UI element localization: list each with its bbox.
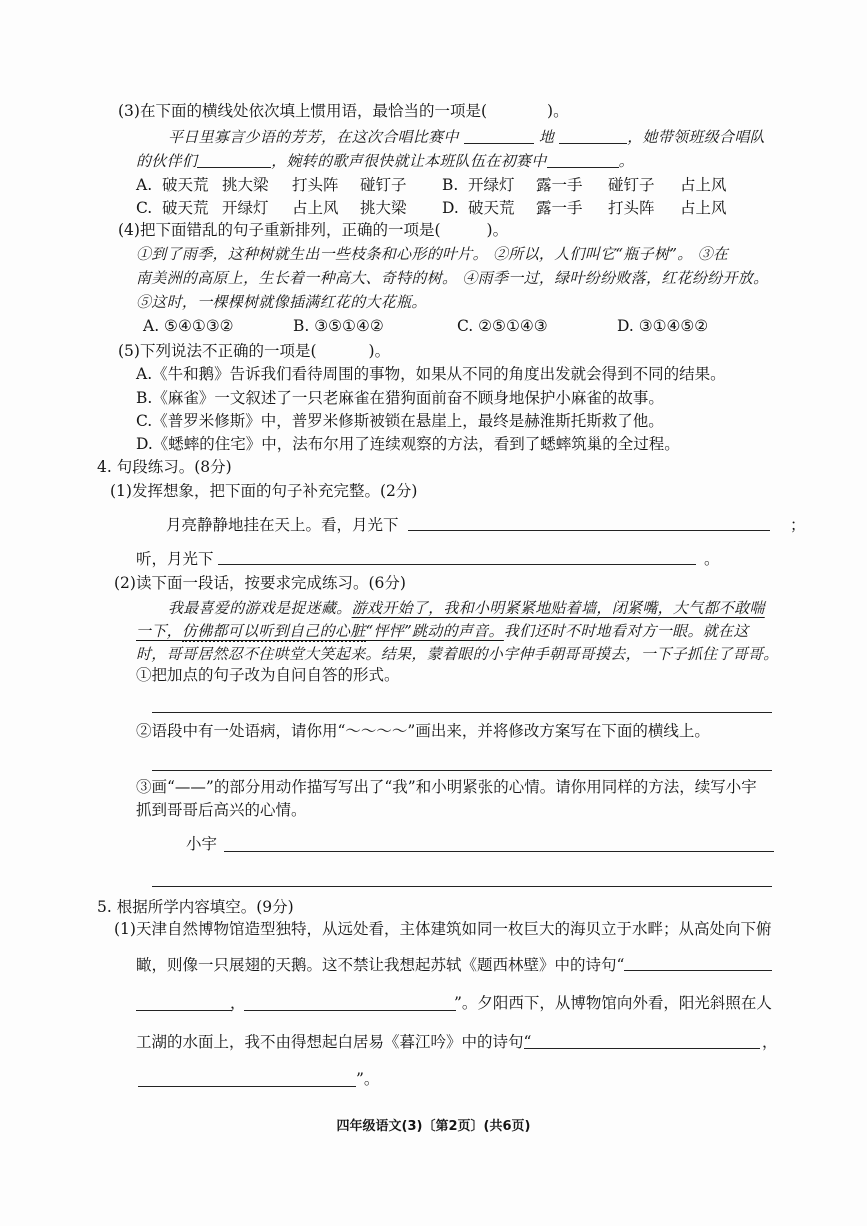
q4-options: A. ⑤④①③② B. ③⑤①④② C. ②⑤①④③ D. ③①④⑤②	[143, 317, 709, 335]
dotted-emphasis-text: 仿佛都可以听到自己的心脏	[181, 622, 366, 640]
comma: ，	[762, 1033, 778, 1051]
answer-line[interactable]	[218, 564, 696, 565]
answer-line[interactable]	[152, 712, 772, 713]
q3-options-row2: C. 破天荒 开绿灯 占上风 挑大梁 D. 破天荒 露一手 打头阵 占上风	[136, 199, 727, 217]
s4-part1-stem: (1)发挥想象，把下面的句子补充完整。(2分)	[110, 482, 418, 500]
s4-part1-line2: 听，月光下	[136, 550, 214, 568]
q5-stem: (5)下列说法不正确的一项是( )。	[118, 342, 391, 360]
q4-sentences-line2: 南美洲的高原上，生长着一种高大、奇特的树。 ④雨季一过，绿叶纷纷败落，红花纷纷开放。	[136, 269, 769, 287]
period: 。	[704, 550, 720, 568]
q3-passage-line2: 的伙伴们 ，婉转的歌声很快就让本班队伍在初赛中 。	[136, 152, 634, 170]
section-4-title: 4. 句段练习。(8分)	[97, 458, 232, 476]
q5-option-b: B.《麻雀》一文叙述了一只老麻雀在猎狗面前奋不顾身地保护小麻雀的故事。	[136, 389, 664, 407]
answer-line[interactable]	[138, 1086, 356, 1087]
comma: ，	[230, 994, 246, 1012]
semicolon: ；	[790, 516, 806, 534]
s5-line2: 瞰，则像一只展翅的天鹅。这不禁让我想起苏轼《题西林壁》中的诗句“	[136, 956, 625, 974]
s4-task3-lead: 小宇	[186, 835, 218, 853]
answer-line[interactable]	[152, 770, 772, 771]
s4-paragraph-line1: 我最喜爱的游戏是捉迷藏。游戏开始了，我和小明紧紧地贴着墙，闭紧嘴，大气都不敢喘	[168, 599, 765, 617]
q3-passage-line1: 平日里寡言少语的芳芳，在这次合唱比赛中 地 ，她带领班级合唱队	[168, 128, 765, 146]
q5-option-d: D.《蟋蟀的住宅》中，法布尔用了连续观察的方法，看到了蟋蟀筑巢的全过程。	[136, 435, 680, 453]
s4-paragraph-line2: 一下，仿佛都可以听到自己的心脏“怦怦”跳动的声音。我们还时不时地看对方一眼。就在这	[136, 622, 749, 640]
answer-line[interactable]	[224, 851, 774, 852]
q4-sentences-line1: ①到了雨季，这种树就生出一些枝条和心形的叶片。 ②所以，人们叫它“瓶子树”。 ③在	[136, 245, 729, 263]
underlined-action-text: 一下，	[136, 622, 182, 640]
answer-blank[interactable]	[197, 151, 271, 168]
q3-stem: (3)在下面的横线处依次填上惯用语，最恰当的一项是( )。	[118, 102, 569, 120]
s4-task3-line1: ③画“——”的部分用动作描写写出了“我”和小明紧张的心情。请你用同样的方法，续写小宇	[136, 778, 757, 796]
underlined-action-text: “怦怦”跳动的声音。	[365, 622, 504, 640]
underlined-action-text: 游戏开始了，我和小明紧紧地贴着墙，闭紧嘴，大气都不敢喘	[351, 599, 765, 617]
answer-line[interactable]	[408, 530, 770, 531]
answer-line[interactable]	[152, 886, 772, 887]
s4-paragraph-line3: 时，哥哥居然忍不住哄堂大笑起来。结果，蒙着眼的小宇伸手朝哥哥摸去，一下子抓住了哥哥。	[136, 645, 779, 663]
s5-line5: ”。	[356, 1070, 380, 1088]
answer-line[interactable]	[244, 1010, 456, 1011]
s4-part2-stem: (2)读下面一段话，按要求完成练习。(6分)	[114, 574, 406, 592]
answer-line[interactable]	[624, 970, 772, 971]
section-5-title: 5. 根据所学内容填空。(9分)	[97, 898, 294, 916]
s4-task3-line2: 抓到哥哥后高兴的心情。	[136, 801, 307, 819]
page-footer: 四年级语文(3)〔第2页〕(共6页)	[336, 1119, 531, 1134]
s5-line4: 工湖的水面上，我不由得想起白居易《暮江吟》中的诗句“	[136, 1033, 532, 1051]
s5-line1: (1)天津自然博物馆造型独特，从远处看，主体建筑如同一枚巨大的海贝立于水畔；从高处向下俯	[114, 920, 772, 938]
answer-line[interactable]	[136, 1010, 232, 1011]
q4-stem: (4)把下面错乱的句子重新排列，正确的一项是( )。	[118, 221, 509, 239]
answer-blank[interactable]	[559, 127, 627, 144]
answer-blank[interactable]	[547, 151, 619, 168]
q4-sentences-line3: ⑤这时，一棵棵树就像插满红花的大花瓶。	[136, 293, 427, 311]
answer-blank[interactable]	[464, 127, 534, 144]
s4-task2: ②语段中有一处语病，请你用“～～～～”画出来，并将修改方案写在下面的横线上。	[136, 722, 710, 740]
answer-line[interactable]	[524, 1048, 760, 1049]
q5-option-a: A.《牛和鹅》告诉我们看待周围的事物，如果从不同的角度出发就会得到不同的结果。	[136, 365, 726, 383]
s5-line3: ”。夕阳西下，从博物馆向外看，阳光斜照在人	[454, 994, 772, 1012]
q5-option-c: C.《普罗米修斯》中，普罗米修斯被锁在悬崖上，最终是赫淮斯托斯救了他。	[136, 412, 664, 430]
q3-options-row1: A. 破天荒 挑大梁 打头阵 碰钉子 B. 开绿灯 露一手 碰钉子 占上风	[136, 176, 727, 194]
s4-part1-line1: 月亮静静地挂在天上。看，月光下	[166, 516, 399, 534]
s4-task1: ①把加点的句子改为自问自答的形式。	[136, 666, 400, 684]
